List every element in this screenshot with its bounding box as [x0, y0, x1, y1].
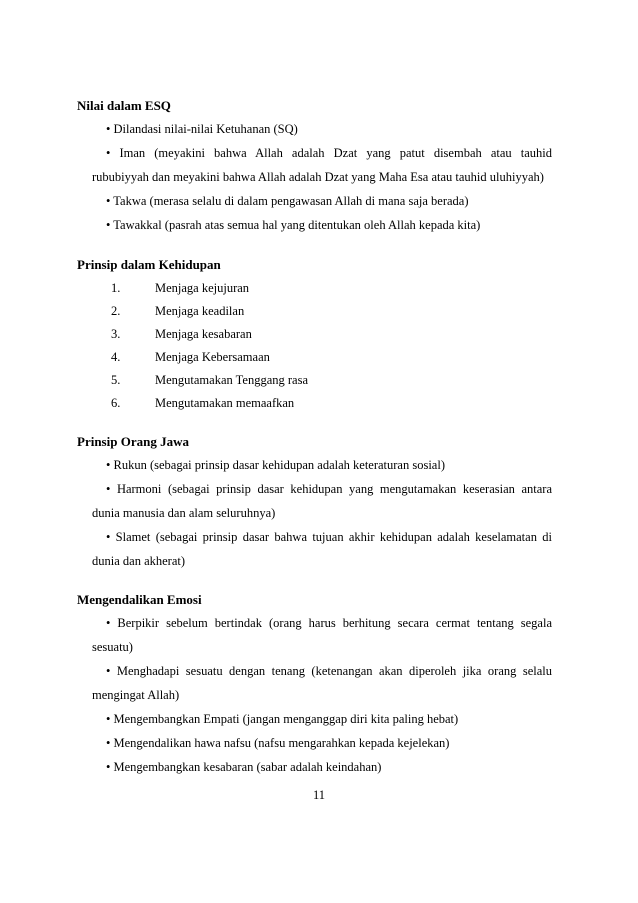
- list-item-continuation: dunia manusia dan alam seluruhnya): [92, 506, 276, 520]
- list-item: • Dilandasi nilai-nilai Ketuhanan (SQ): [106, 122, 298, 136]
- list-item-continuation: rububiyyah dan meyakini bahwa Allah adalah Dzat yang Maha Esa atau tauhid uluhiyyah): [92, 170, 544, 184]
- list-item: • Mengembangkan Empati (jangan menganggap diri kita paling hebat): [106, 712, 459, 726]
- list-item: • Tawakkal (pasrah atas semua hal yang ditentukan oleh Allah kepada kita): [106, 218, 481, 232]
- list-number: 6.: [111, 396, 121, 410]
- list-item: • Mengendalikan hawa nafsu (nafsu mengarahkan kepada kejelekan): [106, 736, 450, 750]
- list-item: Menjaga kesabaran: [155, 327, 252, 341]
- page-number: 11: [312, 788, 326, 802]
- list-item: • Menghadapi sesuatu dengan tenang (ketenangan akan diperoleh jika orang selalu: [106, 664, 552, 678]
- section-heading-nilai-esq: Nilai dalam ESQ: [77, 98, 171, 113]
- list-number: 5.: [111, 373, 121, 387]
- section-heading-mengendalikan-emosi: Mengendalikan Emosi: [77, 592, 202, 607]
- list-item: • Mengembangkan kesabaran (sabar adalah keindahan): [106, 760, 382, 774]
- list-number: 4.: [111, 350, 121, 364]
- list-item: Mengutamakan memaafkan: [155, 396, 295, 410]
- list-item: Menjaga keadilan: [155, 304, 245, 318]
- list-item: • Rukun (sebagai prinsip dasar kehidupan adalah keteraturan sosial): [106, 458, 445, 472]
- list-item: • Berpikir sebelum bertindak (orang harus berhitung secara cermat tentang segala: [106, 616, 552, 630]
- section-heading-prinsip-kehidupan: Prinsip dalam Kehidupan: [77, 257, 221, 272]
- list-item: Menjaga kejujuran: [155, 281, 250, 295]
- section-heading-prinsip-jawa: Prinsip Orang Jawa: [77, 434, 189, 449]
- list-number: 1.: [111, 281, 121, 295]
- list-number: 3.: [111, 327, 121, 341]
- list-item: • Harmoni (sebagai prinsip dasar kehidupan yang mengutamakan keserasian antara: [106, 482, 552, 496]
- list-item-continuation: mengingat Allah): [92, 688, 180, 702]
- list-item: Mengutamakan Tenggang rasa: [155, 373, 309, 387]
- list-item: • Takwa (merasa selalu di dalam pengawasan Allah di mana saja berada): [106, 194, 469, 208]
- list-number: 2.: [111, 304, 121, 318]
- list-item: • Slamet (sebagai prinsip dasar bahwa tujuan akhir kehidupan adalah keselamatan di: [106, 530, 552, 544]
- list-item: Menjaga Kebersamaan: [155, 350, 270, 364]
- list-item-continuation: sesuatu): [92, 640, 133, 654]
- list-item: • Iman (meyakini bahwa Allah adalah Dzat yang patut disembah atau tauhid: [106, 146, 552, 160]
- list-item-continuation: dunia dan akherat): [92, 554, 186, 568]
